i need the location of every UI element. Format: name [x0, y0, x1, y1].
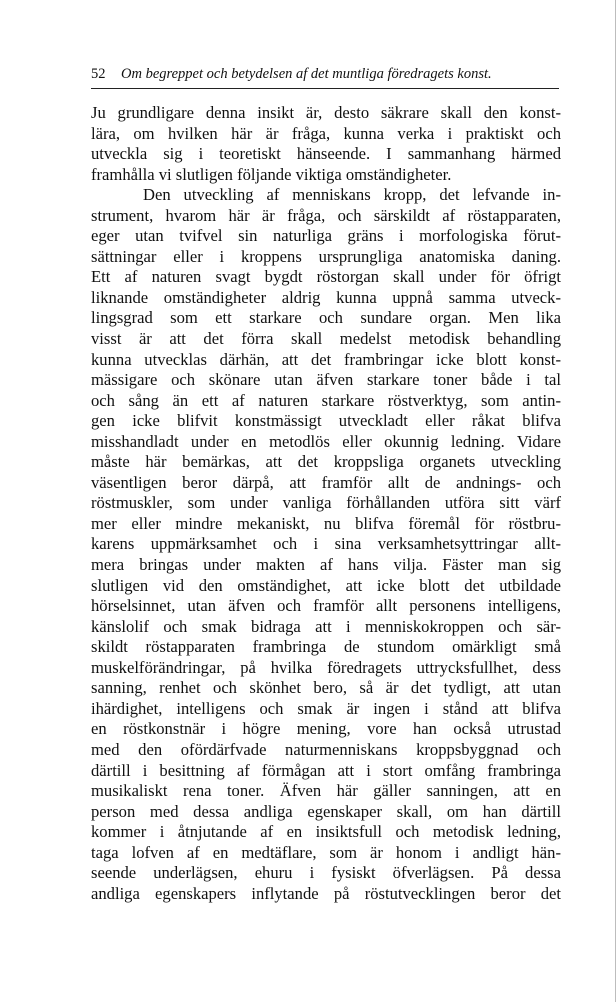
text-line: därtill i besittning af förmågan att i stort omfång frambringa: [91, 760, 561, 780]
header-rule: [91, 88, 559, 89]
text-line: musikaliskt rena toner. Äfven här gäller sanningen, att en: [91, 781, 561, 801]
text-line: måste här bemärkas, att det kroppsliga organets utveckling: [91, 452, 561, 472]
text-line: mera bringas under makten af hans vilja. Fäster man sig: [91, 555, 561, 575]
text-line: muskelförändringar, på hvilka föredragets uttrycksfullhet, dess: [91, 657, 561, 677]
text-line: lära, om hvilken här är fråga, kunna verka i praktiskt och: [91, 123, 561, 143]
text-line: Ett af naturen svagt bygdt röstorgan skall under för öfrigt: [91, 267, 561, 287]
text-line: kunna utvecklas därhän, att det frambringar icke blott konst-: [91, 349, 561, 369]
text-line: mässigare och skönare utan äfven starkare toner både i tal: [91, 370, 561, 390]
text-line: med den ofördärfvade naturmenniskans kroppsbyggnad och: [91, 739, 561, 759]
text-line: Ju grundligare denna insikt är, desto säkrare skall den konst-: [91, 103, 561, 122]
text-line: slutligen vid den omständighet, att icke blott det utbildade: [91, 575, 561, 595]
text-line: sättningar eller i kroppens ursprungliga anatomiska daning.: [91, 246, 561, 266]
text-line: taga lofven af en medtäflare, som är honom i andligt hän-: [91, 842, 561, 862]
text-line: misshandladt under en metodlös eller okunnig ledning. Vidare: [91, 431, 561, 451]
text-line: person med dessa andliga egenskaper skall, om han därtill: [91, 801, 561, 821]
text-line: skildt röstapparaten frambringa de stundom omärkligt små: [91, 637, 561, 657]
text-line: röstmuskler, som under vanliga förhållanden utföra sitt värf: [91, 493, 561, 513]
text-line: liknande omständigheter aldrig kunna uppnå samma utveck-: [91, 287, 561, 307]
body-text: [91, 103, 561, 904]
text-line: karens uppmärksamhet och i sina verksamhetsyttringar allt-: [91, 534, 561, 554]
text-line: visst är att det förra skall medelst metodisk behandling: [91, 329, 561, 349]
text-line: väsentligen beror därpå, att framför allt de andnings- och: [91, 472, 561, 492]
text-line: hörselsinnet, utan äfven och framför allt personens intelligens,: [91, 596, 561, 616]
text-line: lingsgrad som ett starkare och sundare organ. Men lika: [91, 308, 561, 328]
paragraph-first-line: Den utveckling af menniskans kropp, det lefvande in-: [143, 185, 561, 205]
text-line: andliga egenskapers inflytande på röstutvecklingen beror det: [91, 883, 561, 903]
text-line: en röstkonstnär i högre mening, vore han också utrustad: [91, 719, 561, 739]
page-number: 52: [91, 66, 106, 82]
text-line: sanning, renhet och skönhet bero, så är det tydligt, att utan: [91, 678, 561, 698]
text-line: utveckla sig i teoretiskt hänseende. I sammanhang härmed: [91, 144, 561, 164]
text-line: känslolif och smak bidraga att i menniskokroppen och sär-: [91, 616, 561, 636]
text-line: seende underlägsen, ehuru i fysiskt öfverlägsen. På dessa: [91, 863, 561, 883]
text-line: gen icke blifvit konstmässigt utveckladt eller råkat blifva: [91, 411, 561, 431]
text-line: eger utan tvifvel sin naturliga gräns i morfologiska förut-: [91, 226, 561, 246]
page-header: [91, 66, 561, 88]
text-line: mer eller mindre mekaniskt, nu blifva föremål för röstbru-: [91, 513, 561, 533]
text-line: kommer i åtnjutande af en insiktsfull och metodisk ledning,: [91, 822, 561, 842]
running-title: Om begreppet och betydelsen af det muntliga föredragets konst.: [121, 66, 492, 82]
text-line: och sång än ett af naturen starkare röstverktyg, som antin-: [91, 390, 561, 410]
text-line: ihärdighet, intelligens och smak är ingen i stånd att blifva: [91, 698, 561, 718]
text-line: strument, hvarom här är fråga, och särskildt af röstapparaten,: [91, 205, 561, 225]
text-line: framhålla vi slutligen följande viktiga omständigheter.: [91, 164, 452, 184]
